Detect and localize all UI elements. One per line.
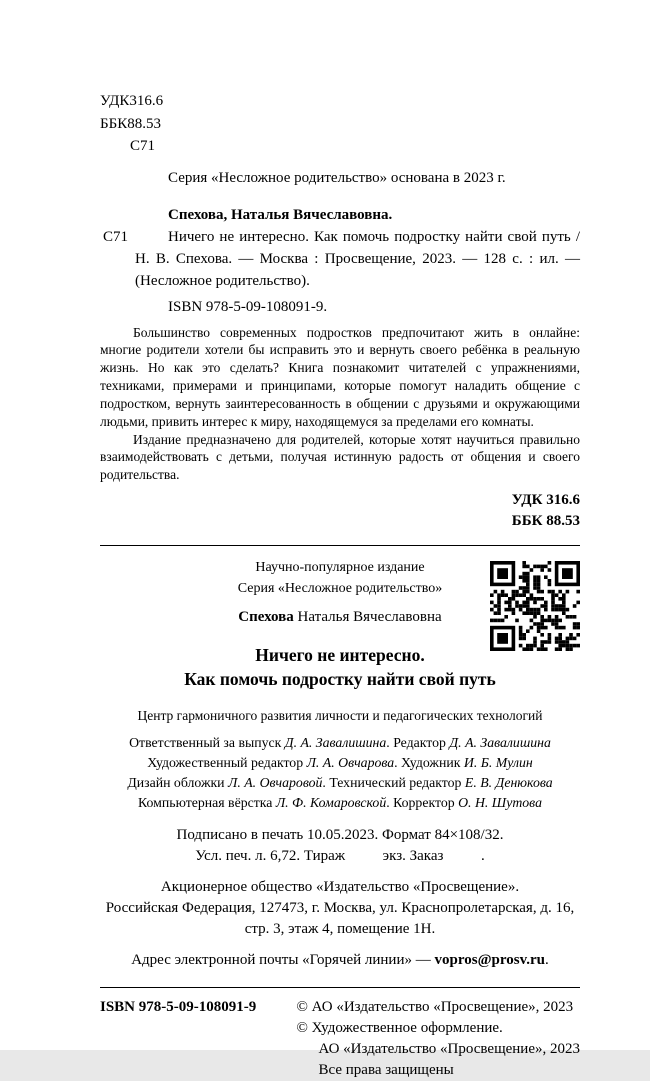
book-title-line-2: Как помочь подростку найти свой путь [184, 668, 496, 689]
print-data [100, 825, 580, 867]
hotline-email-line: Адрес электронной почты «Горячей линии» — vopros@prosv.ru. [131, 951, 549, 968]
divider-rule-bottom [100, 987, 580, 988]
staff-line: Дизайн обложки Л. А. Овчаровой. Технический редактор Е. В. Денюкова [127, 774, 553, 790]
staff-line: Компьютерная вёрстка Л. Ф. Комаровской. Корректор О. Н. Шутова [138, 794, 542, 810]
author-surname: Спехова [238, 608, 294, 625]
development-center-line: Центр гармоничного развития личности и педагогических технологий [137, 707, 543, 723]
staff-credits [100, 733, 580, 813]
staff-line: Художественный редактор Л. А. Овчарова. Художник И. Б. Мулин [147, 754, 533, 770]
annotation-paragraph-2: Издание предназначено для родителей, которые хотят научиться правильно взаимодействовать с детьми, получая истинную радость от общения и своего родительства. [100, 431, 580, 483]
publisher-info [100, 877, 580, 940]
annotation [100, 324, 580, 484]
bbk-top: ББК88.53 [100, 115, 161, 132]
footer [100, 997, 580, 1081]
copyright-line-1: © АО «Издательство «Просвещение», 2023 [296, 998, 574, 1015]
author-sign-margin: С71 [103, 229, 129, 246]
udk-top: УДК316.6 [100, 93, 164, 109]
author-given-names: Наталья Вячеславовна [293, 608, 442, 625]
print-date-format-line: Подписано в печать 10.05.2023. Формат 84×108/32. [176, 826, 504, 843]
bib-description: Ничего не интересно. Как помочь подростку найти свой путь / Н. В. Спехова. — Москва : Просвещение, 2023. — 128 с. : ил. — (Несложное родительство). [135, 229, 580, 289]
copyright-line-4: Все права защищены [318, 1061, 454, 1078]
series-founded-note: Серия «Несложное родительство» основана в 2023 г. [168, 169, 506, 186]
cataloging-codes [100, 90, 580, 158]
book-title-line-1: Ничего не интересно. [255, 645, 425, 666]
hotline-email: vopros@prosv.ru [434, 951, 546, 968]
author-catalog-header: Спехова, Наталья Вячеславовна. [168, 206, 393, 223]
book-title [100, 644, 580, 691]
edition-kind: Научно-популярное издание [255, 559, 425, 575]
copyright-block [297, 997, 580, 1081]
staff-line: Ответственный за выпуск Д. А. Завалишина. Редактор Д. А. Завалишина [129, 734, 551, 750]
bbk-right: ББК 88.53 [511, 512, 580, 529]
divider-rule-top [100, 545, 580, 546]
imprint-section [100, 557, 580, 971]
publisher-address-line: Российская Федерация, 127473, г. Москва, ул. Краснопролетарская, д. 16, стр. 3, этаж 4, помещение 1Н. [105, 899, 575, 937]
qr-code [490, 561, 580, 651]
isbn-catalog-line: ISBN 978-5-09-108091-9. [168, 299, 328, 316]
bibliographic-entry [103, 227, 580, 292]
publisher-name-line: Акционерное общество «Издательство «Просвещение». [160, 878, 520, 895]
author-sign-top: С71 [130, 138, 156, 154]
series-name: Серия «Несложное родительство» [237, 580, 443, 596]
copyright-line-2: © Художественное оформление. [296, 1019, 503, 1036]
annotation-paragraph-1: Большинство современных подростков предпочитают жить в онлайне: многие родители хотели бы исправить это и вернуть своего ребёнка в реальную жизнь. Но как это сделать? Книга познакомит читателей с упражнениями, техниками, примерами и принципами, которые помогут наладить общение с подростком, вернуть заинтересованность в общении с друзьями и окружающими людьми, привить интерес к миру, находящемуся за пределами его комнаты. [100, 324, 580, 429]
udk-right: УДК 316.6 [511, 491, 580, 508]
cataloging-codes-right [100, 490, 580, 532]
print-run-line: Усл. печ. л. 6,72. Тираж экз. Заказ . [195, 847, 485, 864]
copyright-line-3: АО «Издательство «Просвещение», 2023 [318, 1040, 580, 1057]
footer-isbn: ISBN 978-5-09-108091-9 [100, 998, 257, 1015]
